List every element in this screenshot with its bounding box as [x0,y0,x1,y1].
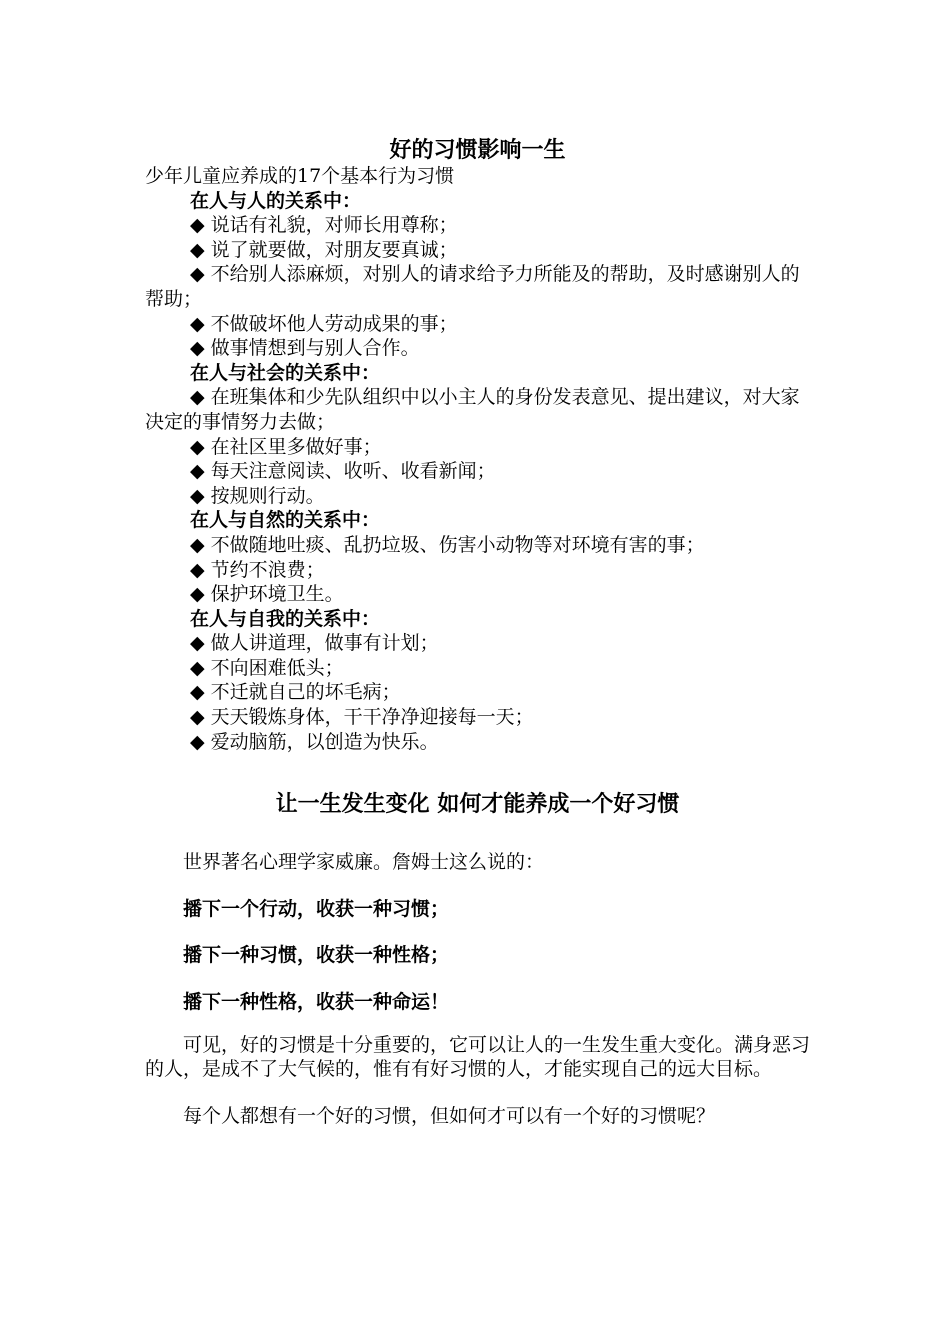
list-item [145,435,810,460]
list-item [145,582,810,607]
list-item [145,631,810,656]
list-item [145,238,810,263]
quote-intro: 世界著名心理学家威廉。詹姆士这么说的： [183,851,545,874]
list-item [145,262,810,311]
section-heading: 在人与人的关系中： [190,189,362,212]
list-item-text: 在班集体和少先队组织中以小主人的身份发表意见、提出建议，对大家决定的事情努力去做； [145,386,800,433]
list-item [145,385,810,434]
list-item-text: 节约不浪费； [210,558,325,581]
section-heading: 在人与社会的关系中： [190,361,381,384]
page-title: 好的习惯影响一生 [389,137,566,163]
quote-line: 播下一种性格，收获一种命运！ [183,991,450,1014]
list-item-text: 不做破坏他人劳动成果的事； [210,312,458,335]
list-item-text: 爱动脑筋，以创造为快乐。 [210,730,439,753]
diamond-bullet-icon: ◆ [190,386,205,409]
list-item [145,558,810,583]
list-item [145,656,810,681]
diamond-bullet-icon: ◆ [190,214,205,237]
list-item-text: 说话有礼貌，对师长用尊称； [210,214,458,237]
list-item [145,213,810,238]
diamond-bullet-icon: ◆ [190,337,205,360]
section-heading: 在人与自然的关系中： [190,509,381,532]
diamond-bullet-icon: ◆ [190,632,205,655]
list-item-text: 天天锻炼身体，干干净净迎接每一天； [210,706,534,729]
list-item-text: 说了就要做，对朋友要真诚； [210,238,458,261]
diamond-bullet-icon: ◆ [190,583,205,606]
diamond-bullet-icon: ◆ [190,460,205,483]
diamond-bullet-icon: ◆ [190,484,205,507]
list-item-text: 做事情想到与别人合作。 [210,337,420,360]
list-item [145,680,810,705]
subtitle: 少年儿童应养成的17个基本行为习惯 [145,165,455,187]
list-item-text: 做人讲道理，做事有计划； [210,632,439,655]
diamond-bullet-icon: ◆ [190,656,205,679]
diamond-bullet-icon: ◆ [190,238,205,261]
list-item-text: 不给别人添麻烦，对别人的请求给予力所能及的帮助，及时感谢别人的帮助； [145,263,800,310]
body-paragraph: 每个人都想有一个好的习惯，但如何才可以有一个好的习惯呢？ [183,1104,716,1127]
diamond-bullet-icon: ◆ [190,263,205,286]
list-item-text: 在社区里多做好事； [210,435,382,458]
diamond-bullet-icon: ◆ [190,730,205,753]
quote-line: 播下一种习惯，收获一种性格； [183,944,450,967]
diamond-bullet-icon: ◆ [190,558,205,581]
diamond-bullet-icon: ◆ [190,706,205,729]
list-item [145,730,810,755]
list-item [145,312,810,337]
list-item-text: 不迁就自己的坏毛病； [210,681,401,704]
list-item [145,336,810,361]
diamond-bullet-icon: ◆ [190,681,205,704]
diamond-bullet-icon: ◆ [190,533,205,556]
document-page [145,134,810,1128]
section-heading: 在人与自我的关系中： [190,607,381,630]
list-item-text: 保护环境卫生。 [210,583,344,606]
body-paragraph: 可见，好的习惯是十分重要的，它可以让人的一生发生重大变化。满身恶习的人，是成不了大气候的，惟有有好习惯的人，才能实现自己的远大目标。 [145,1033,811,1081]
list-item [145,459,810,484]
section-title: 让一生发生变化 如何才能养成一个好习惯 [275,791,680,818]
list-item-text: 每天注意阅读、收听、收看新闻； [210,460,496,483]
list-item [145,533,810,558]
list-item [145,484,810,509]
diamond-bullet-icon: ◆ [190,312,205,335]
quote-line: 播下一个行动，收获一种习惯； [183,897,450,920]
list-item-text: 不向困难低头； [210,656,344,679]
list-item-text: 按规则行动。 [210,484,325,507]
list-item [145,705,810,730]
list-item-text: 不做随地吐痰、乱扔垃圾、伤害小动物等对环境有害的事； [210,533,705,556]
diamond-bullet-icon: ◆ [190,435,205,458]
